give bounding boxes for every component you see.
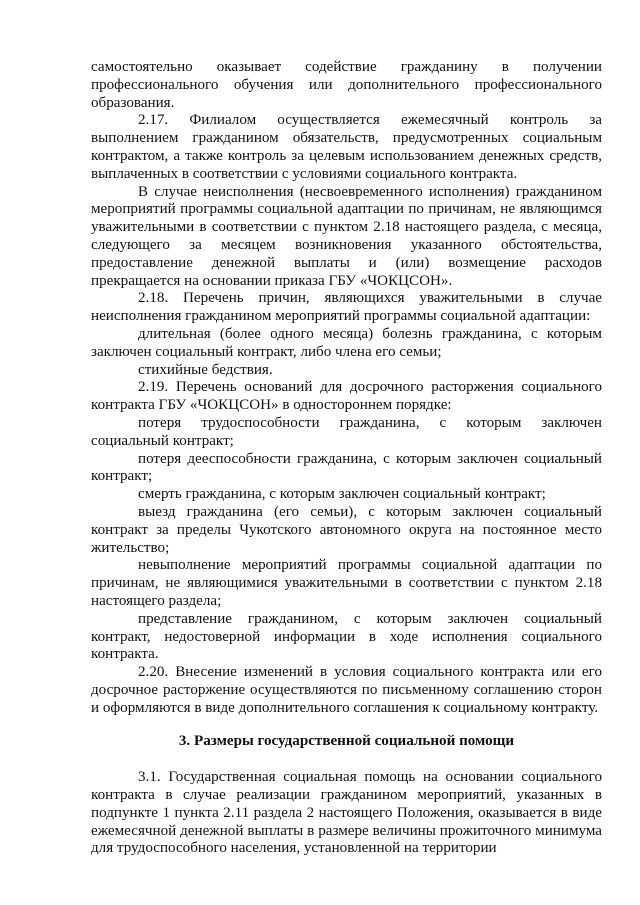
paragraph-2-18: 2.18. Перечень причин, являющихся уважительными в случае неисполнения гражданином мероприятий программы социальной адаптации:	[91, 290, 602, 325]
paragraph-2-17: 2.17. Филиалом осуществляется ежемесячный контроль за выполнением гражданином обязательств, предусмотренных социальным контрактом, а также контроль за целевым использованием денежных средств, выплаченных в соответствии с условиями социального контракта.	[91, 112, 602, 182]
paragraph-nonfulfillment: В случае неисполнения (несвоевременного исполнения) гражданином мероприятий программы социальной адаптации по причинам, не являющимся уважительными в соответствии с пунктом 2.18 настоящего раздела, с месяца, следующего за месяцем возникновения указанного обстоятельства, предоставление денежной выплаты и (или) возмещение расходов прекращается на основании приказа ГБУ «ЧОКЦСОН».	[91, 183, 602, 289]
list-item-disasters: стихийные бедствия.	[138, 361, 273, 378]
list-item-nonperformance: невыполнение мероприятий программы социальной адаптации по причинам, не являющимися уважительными в соответствии с пунктом 2.18 настоящего раздела;	[91, 557, 602, 609]
list-item-death: смерть гражданина, с которым заключен социальный контракт;	[138, 486, 546, 503]
list-item-work-capacity: потеря трудоспособности гражданина, с которым заключен социальный контракт;	[91, 414, 602, 449]
section-heading: 3. Размеры государственной социальной помощи	[178, 733, 515, 750]
paragraph-2-19: 2.19. Перечень оснований для досрочного расторжения социального контракта ГБУ «ЧОКЦСОН» в одностороннем порядке:	[91, 379, 602, 414]
paragraph-3-1: 3.1. Государственная социальная помощь на основании социального контракта в случае реализации гражданином мероприятий, указанных в подпункте 1 пункта 2.11 раздела 2 настоящего Положения, оказывается в виде ежемесячной денежной выплаты в размере величины прожиточного минимума для трудоспособного населения, установленной на территории	[91, 769, 602, 857]
list-item-departure: выезд гражданина (его семьи), с которым заключен социальный контракт за пределы Чукотского автономного округа на постоянное место жительство;	[91, 503, 602, 556]
paragraph-continuation: самостоятельно оказывает содействие гражданину в получении профессионального обучения или дополнительного профессионального образования.	[91, 59, 602, 111]
list-item-illness: длительная (более одного месяца) болезнь гражданина, с которым заключен социальный контракт, либо члена его семьи;	[91, 325, 602, 360]
list-item-false-info: представление гражданином, с которым заключен социальный контракт, недостоверной информации в ходе исполнения социального контракта.	[91, 610, 602, 663]
list-item-legal-capacity: потеря дееспособности гражданина, с которым заключен социальный контракт;	[91, 450, 602, 485]
paragraph-2-20: 2.20. Внесение изменений в условия социального контракта или его досрочное расторжение осуществляются по письменному соглашению сторон и оформляются в виде дополнительного соглашения к социальному контракту.	[91, 664, 602, 716]
document-body	[91, 59, 602, 858]
